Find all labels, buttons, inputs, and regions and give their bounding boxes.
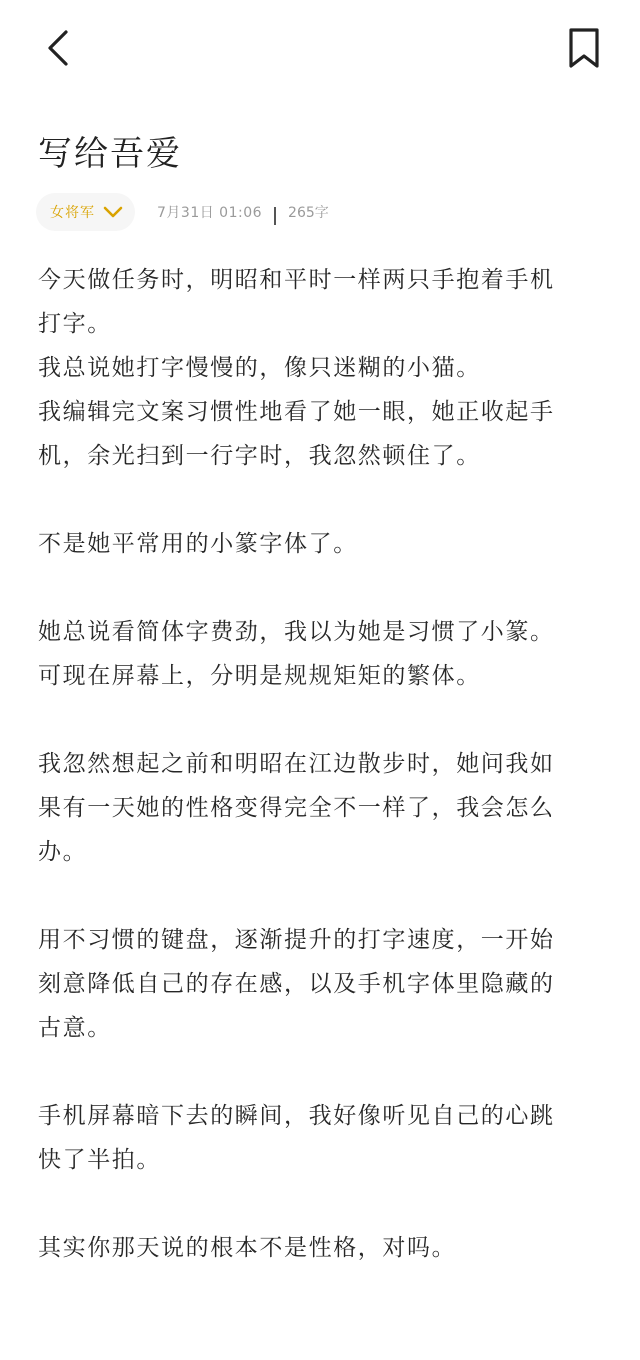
paragraph xyxy=(38,1226,598,1270)
text-line: 可现在屏幕上，分明是规规矩矩的繁体。 xyxy=(38,663,481,689)
text-line: 古意。 xyxy=(38,1015,112,1041)
text-line: 刻意降低自己的存在感，以及手机字体里隐藏的 xyxy=(38,971,555,997)
paragraph xyxy=(38,610,598,698)
text-line: 打字。 xyxy=(38,311,112,337)
text-line: 其实你那天说的根本不是性格，对吗。 xyxy=(38,1235,457,1261)
text-line: 不是她平常用的小篆字体了。 xyxy=(38,531,358,557)
article-title: 写给吾爱 xyxy=(38,134,182,174)
text-line: 用不习惯的键盘，逐渐提升的打字速度，一开始 xyxy=(38,927,555,953)
article-meta xyxy=(36,192,329,232)
text-line: 我忽然想起之前和明昭在江边散步时，她问我如 xyxy=(38,751,555,777)
text-line: 办。 xyxy=(38,839,88,865)
word-count: 265字 xyxy=(288,205,329,221)
text-line: 快了半拍。 xyxy=(38,1147,161,1173)
text-line: 我总说她打字慢慢的，像只迷糊的小猫。 xyxy=(38,355,481,381)
chevron-down-icon xyxy=(103,206,123,218)
text-line: 她总说看简体字费劲，我以为她是习惯了小篆。 xyxy=(38,619,555,645)
author-chip[interactable] xyxy=(36,193,135,231)
author-name: 女将军 xyxy=(50,205,95,221)
publish-date: 7月31日 01:06 xyxy=(157,205,263,221)
text-line: 今天做任务时，明昭和平时一样两只手抱着手机 xyxy=(38,267,555,293)
bookmark-icon xyxy=(567,27,601,69)
paragraph xyxy=(38,1094,598,1182)
back-button[interactable] xyxy=(30,22,86,74)
meta-divider xyxy=(274,207,276,225)
paragraph xyxy=(38,918,598,1050)
paragraph xyxy=(38,522,598,566)
top-bar xyxy=(0,0,640,96)
bookmark-button[interactable] xyxy=(556,18,612,78)
article-body xyxy=(38,258,598,1314)
text-line: 果有一天她的性格变得完全不一样了，我会怎么 xyxy=(38,795,555,821)
text-line: 我编辑完文案习惯性地看了她一眼，她正收起手 xyxy=(38,399,555,425)
text-line: 手机屏幕暗下去的瞬间，我好像听见自己的心跳 xyxy=(38,1103,555,1129)
paragraph xyxy=(38,258,598,478)
paragraph xyxy=(38,742,598,874)
text-line: 机，余光扫到一行字时，我忽然顿住了。 xyxy=(38,443,481,469)
chevron-left-icon xyxy=(44,28,72,68)
